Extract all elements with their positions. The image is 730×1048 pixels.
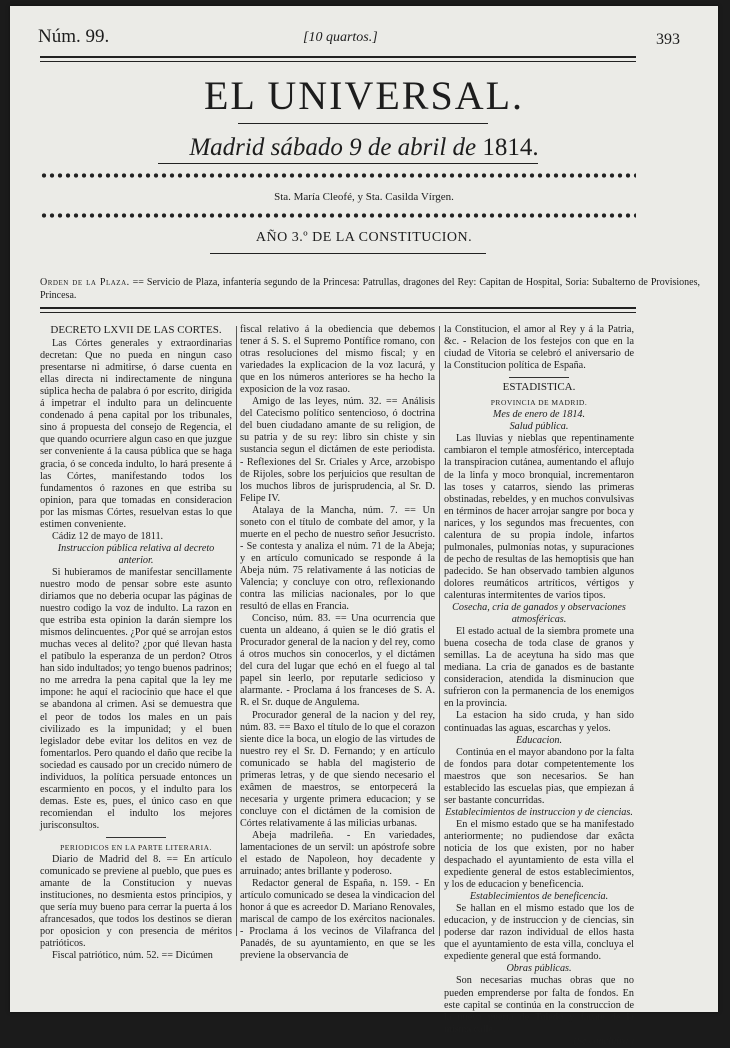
article-paragraph: Son necesarias muchas obras que no pueden emprenderse por falta de fondos. En este capital se continúa en la construccion de la nueva puerta de Toledo y facate de la misma calle.	[444, 975, 634, 1035]
ornament-border	[40, 172, 636, 179]
article-paragraph: Las lluvias y nieblas que repentinamente cambiaron el temple atmosférico, interceptada la transpiracion cutánea, aumentando el aflujo de la linfa y moco bronquial, incrementaron las toses y catarros, siendo las primeras obstinadas, rebeldes, y en muchos convulsivas en términos de hacer arrojar sangre por boca y narices, y los segundos mas frecuentes, con calentura de su propia índole, infartos pulmonales, pulmonías notas, y supuraciones de pecho de resultas de las hemoptisis que han padecido. Se han observado tambien algunos dolores reumáticos artríticos, vértigos y calenturas intermitentes de varios tipos.	[444, 433, 634, 601]
column-subheading: Educacion.	[515, 734, 563, 746]
dateline-year: 1814.	[482, 134, 539, 161]
price-note: [10 quartos.]	[303, 30, 378, 45]
column-heading: ESTADISTICA.	[502, 381, 576, 394]
ano-underline	[210, 253, 486, 254]
saints-of-day: Sta. María Cleofé, y Sta. Casilda Vírgen.	[274, 191, 454, 203]
column-heading: DECRETO LXVII DE LAS CORTES.	[50, 324, 222, 336]
newspaper-page	[10, 6, 718, 1047]
article-paragraph: Redactor general de España, n. 159. - En artículo comunicado se desea la vindicacion del honor á que es acreedor D. Mariano Renovales, mariscal de campo de los exércitos nacionales. - Proclama á los vecinos de Vilafranca del Panadés, de su ayuntamiento, en que se les previene la observancia de	[240, 878, 435, 962]
page-number: 393	[656, 31, 680, 48]
column-subheading: PROVINCIA DE MADRID.	[490, 398, 588, 408]
column-rule	[509, 377, 569, 378]
masthead-title: EL UNIVERSAL.	[203, 73, 525, 118]
column-subheading: Cosecha, cria de ganados y observaciones atmosféricas.	[452, 602, 626, 626]
top-rule	[40, 56, 636, 58]
section-rule	[40, 307, 636, 309]
orden-label: Orden de la Plaza.	[40, 277, 130, 288]
column-3	[444, 324, 634, 1048]
article-paragraph: La estacion ha sido cruda, y han sido continuadas las aguas, escarchas y yelos.	[444, 710, 634, 734]
dateline	[10, 134, 718, 162]
article-paragraph: En el mismo estado que se ha manifestado anteriormente; no pudiendose dar exâcta noticia de los que existen, por no haber despachado el ayuntamiento de esta villa el expediente general de estos establecimientos, y los de educacion y beneficencia.	[444, 818, 634, 891]
column-2	[240, 324, 435, 962]
dateline-underline	[158, 163, 538, 164]
article-paragraph: Si hubieramos de manifestar sencillamente nuestro modo de pensar sobre este asunto diriamos que no deberia ocupar las páginas de nuestro codigo la voz de indulto. La razon en que estriba esta opinion la darán siempre los mismos delincuentes. ¿Por qué se arrojan estos muchas veces al delito? ¿por qué llevan hasta el patíbulo la esperanza de un perdon? Otros han sido indultados; yo tengo buenos padrinos; no me arredra la pena capital que la ley me impone: he aquí el raciocinio que hace el que se abandona al crimen. Asi se demuestra que el peor de todos los males en un pais civilizado es la impunidad; y el buen legislador debe evitar los delitos en vez de fomentarlos. Pero quando el daño que recibe la sociedad es causado por un crecido número de individuos, la política persuade entonces un escarmiento en pocos, y el indulto para los demas. Este es, pues, el único caso en que recomiendan el indulto los mejores jurisconsultos.	[40, 566, 232, 831]
article-paragraph: Abeja madrileña. - En variedades, lamentaciones de un servil: un apóstrofe sobre el estado de Napoleon, hoy decadente y arruinado; antes brillante y poderoso.	[240, 829, 435, 878]
article-paragraph: Continúa en el mayor abandono por la falta de fondos para dotar competentemente los maestros que son necesarios. Se han establecido las escuelas pias, que empiezan á ser bastante concurridas.	[444, 746, 634, 806]
article-paragraph: fiscal relativo á la obediencia que debemos tener á S. S. el Supremo Pontífice romano, con otras resoluciones del mismo fiscal; y en variedades la explicacion de la voz lacurá, y que en los números anteriores se ha hecho la exposicion de la voz rasao.	[240, 324, 435, 396]
ornament-border	[40, 212, 636, 219]
column-rule	[106, 837, 166, 838]
article-paragraph: Fiscal patriótico, núm. 52. == Dicúmen	[52, 950, 213, 962]
orden-de-la-plaza	[40, 276, 700, 302]
column-subheading: Instruccion pública relativa al decreto anterior.	[57, 542, 215, 566]
orden-text: == Servicio de Plaza, infantería segundo de la Princesa: Patrullas, dragones del Rey: Capitan de Hospital, Soria: Subalterno de Provisiones, Princesa.	[40, 277, 701, 301]
dateline-text: Madrid sábado 9 de abril de	[189, 134, 477, 161]
constitution-year: AÑO 3.º DE LA CONSTITUCION.	[255, 230, 473, 245]
article-paragraph: El estado actual de la siembra promete una buena cosecha de toda clase de granos y semillas. La de aceytuna ha sido mas que mediana. La cria de ganados es de bastante consideracion, atendida la disminucion que sufrieron con la permanencia de los enemigos en la provincia.	[444, 626, 634, 710]
article-paragraph: la Constitucion, el amor al Rey y á la Patria, &c. - Relacion de los festejos con que en la ciudad de Vitoria se celebró el aniversario de la Constitucion política de España.	[444, 324, 634, 372]
article-paragraph: Amigo de las leyes, núm. 32. == Análisis del Catecismo político sentencioso, ó doctrina del buen ciudadano amante de su religion, de su patria y de su rey: libro sin chiste y sin sustancia segun el dictámen de este periodista. - Reflexiones del Sr. Criales y Arce, arzobispo de Rijoles, sobre los perjuicios que resultan de los muchos libros de jurisprudencia, al Sr. D. Felipe IV.	[240, 396, 435, 504]
title-underline	[238, 123, 488, 124]
column-divider	[439, 326, 440, 936]
article-paragraph: Atalaya de la Mancha, núm. 7. == Un soneto con el título de combate del amor, y la muerte en el pecho de nuestro señor Jesucristo. - Se contesta y analiza el núm. 71 de la Abeja; y en artículo comunicado se responde á la Abeja núm. 75 relativamente á las noticias de Valencia; y concluye con otro, reflexionando contra las milicias nacionales, por lo que resultó de ellas en Francia.	[240, 504, 435, 613]
issue-number: Núm. 99.	[38, 26, 110, 47]
column-divider	[236, 326, 237, 936]
column-subheading: Establecimientos de instruccion y de ciencias.	[445, 806, 633, 818]
article-paragraph: Las Córtes generales y extraordinarias decretan: Que no pueda en ningun caso presentarse ni admitirse, ó darse cuenta en ellas directa ni indirectamente de ninguna súplica hecha de palabra ó por escrito, dirigida á impetrar el indulto para un delincuente condenado á pena capital por los tribunales, sino á propuesta del consejo de Regencia, el que quando ocurriere algun caso en que juzgue ser conveniente á la causa pública que se haga gracia, ó se conceda indulto, lo hará presente á las Córtes, manifestando todos los fundamentos ó razones en que estriba su opinion, para que tomadas en consideracion por las mismas Córtes, resuelvan estas lo que estimen conveniente.	[40, 338, 232, 530]
column-subheading: Mes de enero de 1814.	[492, 409, 586, 421]
article-paragraph: Cádiz 12 de mayo de 1811.	[52, 530, 164, 542]
column-1	[40, 324, 232, 962]
article-paragraph: Conciso, núm. 83. == Una ocurrencia que cuenta un aldeano, á quien se le dió gratis el Procurador general de la nacion y del rey, como á otros muchos sin conocerlos, y el dictámen del cura del lugar que echó en el fuego al tal papel sin leerlo, por reputarle sedicioso y alarmante. - Proclama á los franceses de S. A. R. el Sr. duque de Angulema.	[240, 613, 435, 709]
article-paragraph: Se hallan en el mismo estado que los de educacion, y de instruccion y de ciencias, sin poderse dar razon individual de ellos hasta que el ayuntamiento de esta villa, concluya el expediente general que está formando.	[444, 903, 634, 963]
article-paragraph: (Se concluirá.)	[573, 1035, 634, 1047]
column-subheading: Salud pública.	[509, 421, 569, 433]
column-subheading: Obras públicas.	[506, 963, 572, 975]
column-subheading: PERIODICOS EN LA PARTE LITERARIA.	[60, 842, 212, 852]
column-subheading: Establecimientos de beneficencia.	[469, 891, 609, 903]
top-rule-thin	[40, 61, 636, 62]
article-paragraph: Procurador general de la nacion y del rey, núm. 83. == Baxo el título de lo que el corazon siente dice la boca, un elogio de las virtudes de nuestro rey el Sr. D. Fernando; y en artículo comunicado se habla del magisterio de primeras letras, y de que siendo necesario el exâmen de maestros, se entorpecerá la necesaria y urgente primera educacion; y se concluye con el dictámen de la comision de Córtes relativamente á las milicias urbanas.	[240, 709, 435, 829]
section-rule-thin	[40, 312, 636, 313]
article-paragraph: Diario de Madrid del 8. == En artículo comunicado se previene al pueblo, que pues es amante de la Constitucion y nuevas instituciones, no desmienta estos principios, y que sería muy bueno para cerrar la puerta á los afrancesados, que todos los destinos se dieran por oposicion y con presencia de méritos patrióticos.	[40, 854, 232, 950]
